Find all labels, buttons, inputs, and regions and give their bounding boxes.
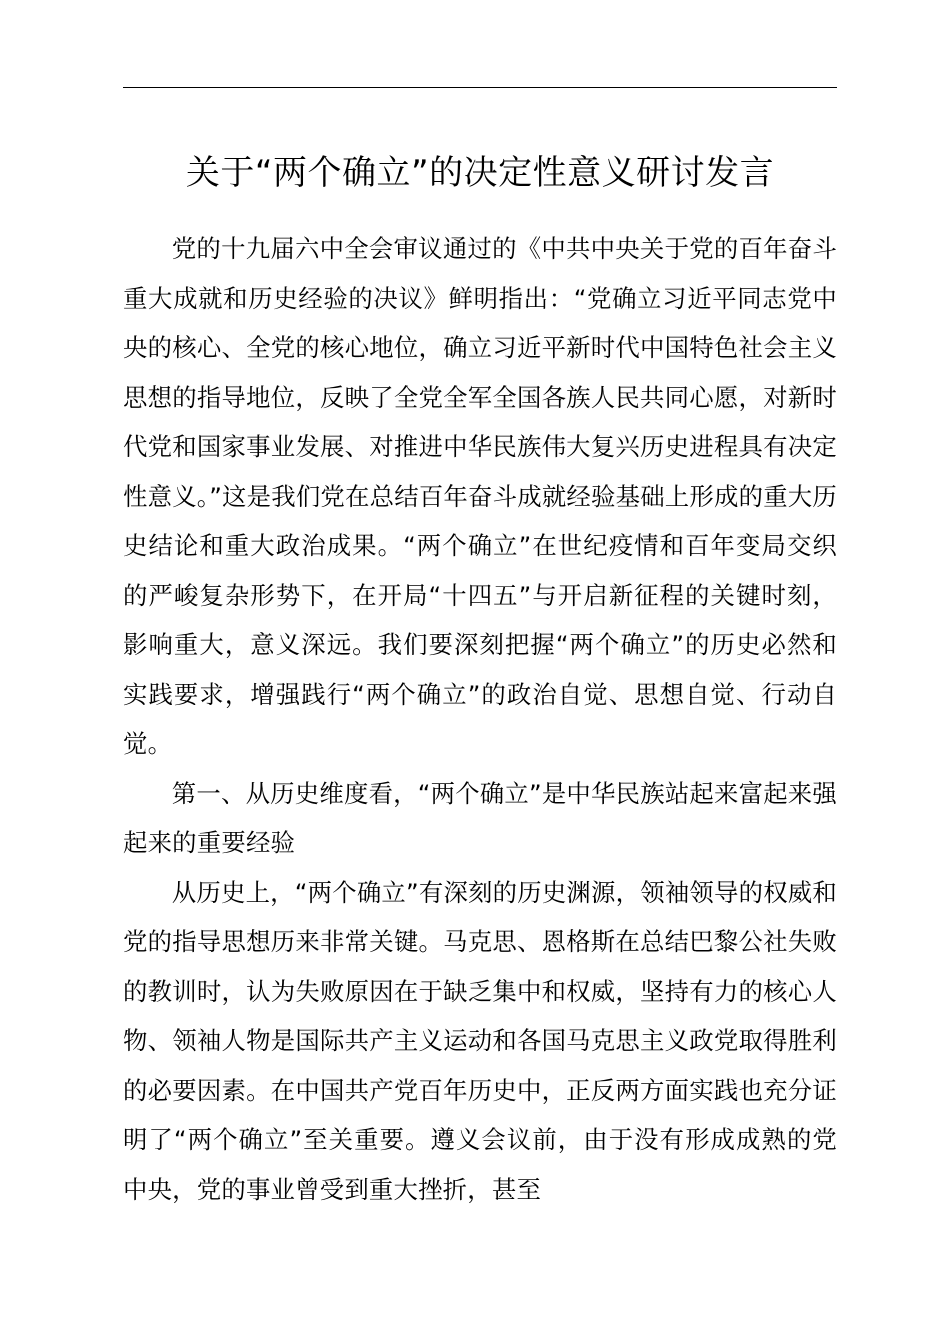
paragraph-intro: 党的十九届六中全会审议通过的《中共中央关于党的百年奋斗重大成就和历史经验的决议》鲜明指出：“党确立习近平同志党中央的核心、全党的核心地位，确立习近平新时代中国特色社会主义思想的指导地位，反映了全党全军全国各族人民共同心愿，对新时代党和国家事业发展、对推进中华民族伟大复兴历史进程具有决定性意义。”这是我们党在总结百年奋斗成就经验基础上形成的重大历史结论和重大政治成果。“两个确立”在世纪疫情和百年变局交织的严峻复杂形势下，在开局“十四五”与开启新征程的关键时刻，影响重大，意义深远。我们要深刻把握“两个确立”的历史必然和实践要求，增强践行“两个确立”的政治自觉、思想自觉、行动自觉。 — [123, 234, 837, 758]
paragraph-history: 从历史上，“两个确立”有深刻的历史渊源，领袖领导的权威和党的指导思想历来非常关键。马克思、恩格斯在总结巴黎公社失败的教训时，认为失败原因在于缺乏集中和权威，坚持有力的核心人物、领袖人物是国际共产主义运动和各国马克思主义政党取得胜利的必要因素。在中国共产党百年历史中，正反两方面实践也充分证明了“两个确立”至关重要。遵义会议前，由于没有形成成熟的党中央，党的事业曾受到重大挫折，甚至 — [123, 877, 837, 1204]
header-rule — [123, 87, 837, 88]
document-title: 关于“两个确立”的决定性意义研讨发言 — [185, 153, 775, 193]
document-body — [123, 224, 837, 1214]
paragraph-section-heading-1: 第一、从历史维度看，“两个确立”是中华民族站起来富起来强起来的重要经验 — [123, 778, 837, 857]
